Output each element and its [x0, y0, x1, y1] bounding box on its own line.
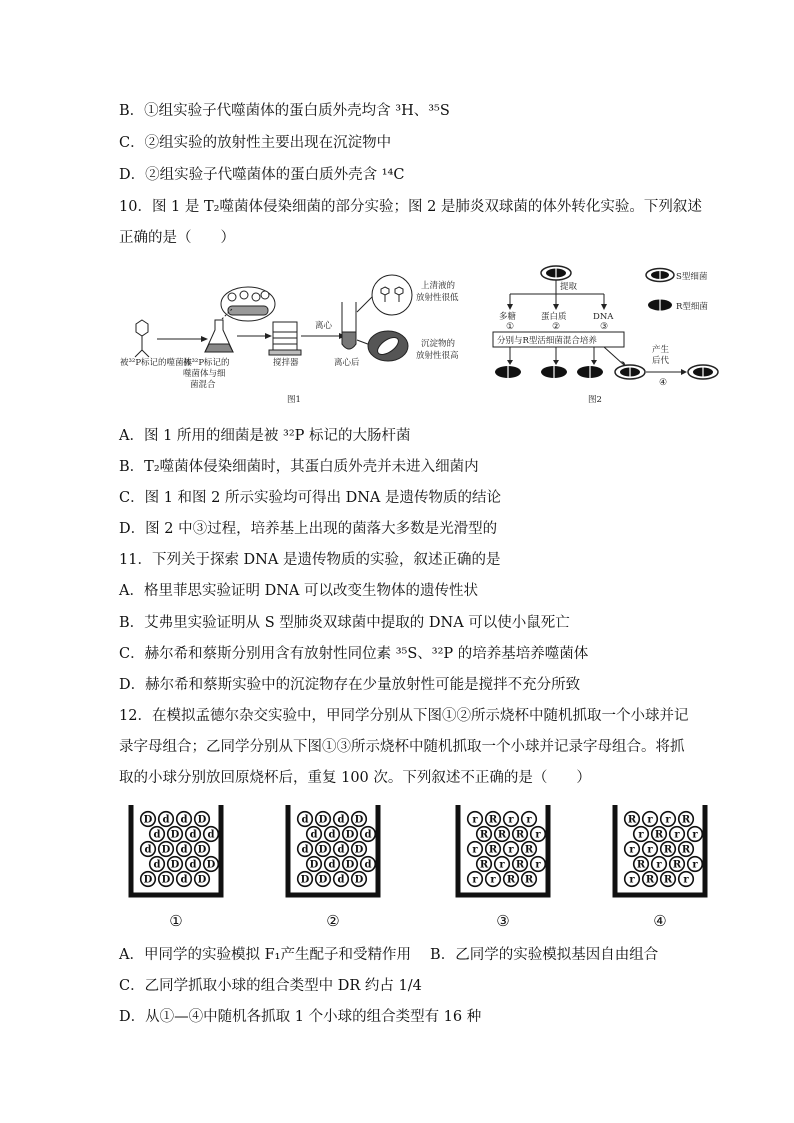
ball	[325, 827, 340, 842]
ball	[652, 857, 667, 872]
ball-letter: R	[497, 829, 507, 841]
r-type-bacterium-result-1	[495, 366, 521, 378]
ball	[168, 857, 183, 872]
ball	[316, 842, 331, 857]
ball-letter: d	[180, 874, 188, 886]
ball-letter: r	[472, 814, 478, 826]
ball-letter: D	[309, 859, 319, 871]
ball	[159, 812, 174, 827]
ball	[670, 827, 685, 842]
branch-polysaccharide: 多糖	[499, 312, 517, 322]
ball	[468, 812, 483, 827]
ball	[204, 857, 219, 872]
q11-option-b: B．艾弗里实验证明从 S 型肺炎双球菌中提取的 DNA 可以使小鼠死亡	[119, 615, 570, 631]
ball	[661, 842, 676, 857]
label-sediment-2: 放射性很高	[416, 351, 459, 361]
ball	[343, 827, 358, 842]
ball-letter: R	[654, 829, 664, 841]
ball	[186, 857, 201, 872]
ball	[468, 842, 483, 857]
ball-letter: R	[515, 829, 525, 841]
ball-letter: R	[681, 814, 691, 826]
q12-options-ab: A．甲同学的实验模拟 F₁产生配子和受精作用 B．乙同学的实验模拟基因自由组合	[119, 947, 659, 963]
ball-letter: r	[535, 829, 541, 841]
ball-letter: R	[645, 874, 655, 886]
ball	[513, 857, 528, 872]
beaker-1	[128, 803, 224, 899]
ball-letter: D	[161, 874, 171, 886]
r-type-bacterium-result-3	[577, 366, 603, 378]
ball	[679, 812, 694, 827]
ball-letter: d	[153, 829, 161, 841]
ball	[352, 872, 367, 887]
ball-letter: R	[488, 844, 498, 856]
ball	[643, 812, 658, 827]
ball	[522, 812, 537, 827]
ball-letter: d	[189, 829, 197, 841]
ball	[495, 827, 510, 842]
ball	[307, 827, 322, 842]
offspring-number: ④	[659, 378, 668, 388]
q11-option-a: A．格里菲思实验证明 DNA 可以改变生物体的遗传性状	[119, 583, 478, 599]
ball	[625, 842, 640, 857]
infection-detail-icon	[221, 287, 275, 321]
ball-letter: r	[472, 874, 478, 886]
r-type-bacterium-result-2	[541, 366, 567, 378]
q12-stem-line1: 12．在模拟孟德尔杂交实验中，甲同学分别从下图①②所示烧杯中随机抓取一个小球并记	[119, 708, 689, 724]
ball-letter: r	[490, 874, 496, 886]
ball	[634, 857, 649, 872]
ball-letter: d	[364, 859, 372, 871]
q10-option-a: A．图 1 所用的细菌是被 ³²P 标记的大肠杆菌	[119, 428, 411, 444]
sediment-detail-icon	[368, 331, 408, 361]
q12-option-d: D．从①—④中随机各抓取 1 个小球的组合类型有 16 种	[119, 1009, 482, 1025]
ball-letter: R	[506, 874, 516, 886]
label-stirrer: 搅拌器	[273, 358, 299, 368]
q11-option-c: C．赫尔希和蔡斯分别用含有放射性同位素 ³⁵S、³²P 的培养基培养噬菌体	[119, 646, 589, 662]
ball-letter: r	[629, 874, 635, 886]
ball-letter: D	[354, 874, 364, 886]
ball	[159, 842, 174, 857]
branch-protein: 蛋白质	[541, 312, 567, 322]
ball-letter: R	[479, 859, 489, 871]
ball	[141, 842, 156, 857]
label-supernatant-2: 放射性很低	[416, 293, 459, 303]
label-mix-2: 噬菌体与细	[183, 369, 226, 379]
ball	[688, 827, 703, 842]
q10-option-d: D．图 2 中③过程，培养基上出现的菌落大多数是光滑型的	[119, 521, 498, 537]
label-mix-3: 菌混合	[190, 380, 216, 390]
beaker-label-4: ④	[653, 912, 667, 930]
s-type-bacterium-icon	[541, 266, 571, 280]
ball-letter: R	[479, 829, 489, 841]
ball-letter: r	[508, 844, 514, 856]
ball-letter: d	[162, 814, 170, 826]
ball-letter: R	[627, 814, 637, 826]
ball-letter: D	[143, 814, 153, 826]
ball	[513, 827, 528, 842]
label-offspring-2: 后代	[652, 356, 670, 366]
ball-letter: D	[354, 844, 364, 856]
ball-letter: r	[526, 814, 532, 826]
ball-letter: r	[508, 814, 514, 826]
ball	[679, 872, 694, 887]
ball	[495, 857, 510, 872]
supernatant-detail-icon	[372, 275, 412, 315]
ball	[661, 812, 676, 827]
ball-letter: D	[300, 874, 310, 886]
q10-option-c: C．图 1 和图 2 所示实验均可得出 DNA 是遗传物质的结论	[119, 490, 501, 506]
ball	[625, 872, 640, 887]
ball	[334, 872, 349, 887]
ball	[159, 872, 174, 887]
ball-letter: r	[499, 859, 505, 871]
ball	[316, 872, 331, 887]
beaker-2	[285, 803, 381, 899]
legend-r-type-icon	[648, 299, 672, 311]
ball	[670, 857, 685, 872]
ball	[634, 827, 649, 842]
label-extract: 提取	[560, 282, 578, 292]
figure2-caption: 图2	[588, 395, 602, 405]
ball-letter: D	[170, 859, 180, 871]
ball	[150, 827, 165, 842]
ball-letter: d	[301, 844, 309, 856]
stirrer-icon	[269, 322, 301, 355]
ball	[298, 842, 313, 857]
q9-option-d: D．②组实验子代噬菌体的蛋白质外壳含 ¹⁴C	[119, 167, 405, 183]
ball-letter: r	[683, 874, 689, 886]
ball-letter: R	[524, 874, 534, 886]
beaker-3	[455, 803, 551, 899]
label-offspring-1: 产生	[652, 345, 670, 355]
ball-letter: R	[663, 874, 673, 886]
q9-option-c: C．②组实验的放射性主要出现在沉淀物中	[119, 135, 392, 151]
figure2-transformation-experiment	[488, 262, 728, 410]
beaker-4	[612, 803, 708, 899]
ball-letter: R	[672, 859, 682, 871]
ball-letter: d	[153, 859, 161, 871]
ball	[361, 827, 376, 842]
ball-letter: D	[318, 814, 328, 826]
ball	[352, 812, 367, 827]
ball	[141, 872, 156, 887]
beaker-label-1: ①	[169, 912, 183, 930]
flask-icon	[205, 320, 233, 352]
ball	[468, 872, 483, 887]
q12-stem-line2: 录字母组合；乙同学分别从下图①③所示烧杯中随机抓取一个小球并记录字母组合。将抓	[119, 739, 685, 755]
ball	[504, 812, 519, 827]
ball-letter: r	[647, 814, 653, 826]
q10-stem-line2: 正确的是（ ）	[119, 230, 235, 246]
centrifuge-tube-icon	[342, 302, 356, 349]
ball-letter: R	[663, 844, 673, 856]
ball	[307, 857, 322, 872]
ball	[531, 827, 546, 842]
ball	[343, 857, 358, 872]
ball	[661, 872, 676, 887]
ball-letter: R	[681, 844, 691, 856]
ball	[486, 872, 501, 887]
ball-letter: d	[364, 829, 372, 841]
ball-letter: r	[692, 829, 698, 841]
ball	[195, 812, 210, 827]
s-type-bacterium-result	[615, 365, 645, 379]
branch-dna: DNA	[593, 312, 614, 322]
q10-stem-line1: 10．图 1 是 T₂噬菌体侵染细菌的部分实验；图 2 是肺炎双球菌的体外转化实验。下列叙述	[119, 199, 702, 215]
ball	[531, 857, 546, 872]
ball-letter: r	[692, 859, 698, 871]
ball-letter: D	[197, 844, 207, 856]
ball	[352, 842, 367, 857]
ball-letter: D	[197, 874, 207, 886]
ball	[334, 842, 349, 857]
ball-letter: d	[301, 814, 309, 826]
q9-option-b: B．①组实验子代噬菌体的蛋白质外壳均含 ³H、³⁵S	[119, 103, 450, 119]
ball-letter: D	[143, 874, 153, 886]
figure1-phage-experiment	[115, 262, 480, 410]
ball-letter: r	[629, 844, 635, 856]
ball	[316, 812, 331, 827]
ball-letter: d	[337, 814, 345, 826]
ball-letter: R	[515, 859, 525, 871]
legend-s-type-icon	[646, 269, 674, 282]
ball-letter: D	[345, 859, 355, 871]
branch-3-number: ③	[600, 322, 609, 332]
ball	[643, 842, 658, 857]
label-labelled-phage: 被³²P标记的噬菌体	[120, 358, 193, 368]
figure1-caption: 图1	[287, 395, 301, 405]
label-centrifuge: 离心	[315, 321, 333, 331]
mix-culture-box-text: 分别与R型活细菌混合培养	[497, 336, 597, 346]
branch-1-number: ①	[506, 322, 515, 332]
ball-letter: R	[524, 844, 534, 856]
ball-letter: D	[354, 814, 364, 826]
ball	[325, 857, 340, 872]
ball-letter: d	[328, 859, 336, 871]
ball-letter: d	[310, 829, 318, 841]
beaker-label-3: ③	[496, 912, 510, 930]
ball-letter: r	[638, 829, 644, 841]
ball-letter: d	[328, 829, 336, 841]
ball	[204, 827, 219, 842]
ball	[504, 842, 519, 857]
ball	[334, 812, 349, 827]
legend-r-type-label: R型细菌	[676, 302, 708, 312]
label-after-centrifuge: 离心后	[334, 358, 360, 368]
q12-option-c: C．乙同学抓取小球的组合类型中 DR 约占 1/4	[119, 978, 422, 994]
ball-letter: D	[318, 844, 328, 856]
q12-stem-line3: 取的小球分别放回原烧杯后，重复 100 次。下列叙述不正确的是（ ）	[119, 770, 591, 786]
ball	[522, 842, 537, 857]
ball-letter: D	[318, 874, 328, 886]
ball	[141, 812, 156, 827]
ball-letter: r	[656, 859, 662, 871]
ball	[150, 857, 165, 872]
ball	[298, 872, 313, 887]
ball-letter: r	[535, 859, 541, 871]
q10-option-b: B．T₂噬菌体侵染细菌时，其蛋白质外壳并未进入细菌内	[119, 459, 479, 475]
ball-letter: r	[472, 844, 478, 856]
ball	[477, 827, 492, 842]
ball	[195, 842, 210, 857]
ball-letter: d	[180, 814, 188, 826]
ball	[625, 812, 640, 827]
ball	[652, 827, 667, 842]
ball	[186, 827, 201, 842]
ball-letter: D	[206, 859, 216, 871]
ball-letter: d	[337, 874, 345, 886]
ball	[486, 812, 501, 827]
beaker-label-2: ②	[326, 912, 340, 930]
ball-letter: r	[665, 814, 671, 826]
ball	[679, 842, 694, 857]
ball-letter: D	[161, 844, 171, 856]
ball-letter: d	[144, 844, 152, 856]
ball-letter: r	[674, 829, 680, 841]
ball-letter: d	[337, 844, 345, 856]
label-sediment-1: 沉淀物的	[421, 339, 456, 349]
ball-letter: R	[636, 859, 646, 871]
ball	[643, 872, 658, 887]
branch-2-number: ②	[552, 322, 561, 332]
ball	[298, 812, 313, 827]
ball-letter: D	[170, 829, 180, 841]
ball	[486, 842, 501, 857]
ball-letter: D	[345, 829, 355, 841]
labelled-phage-icon	[135, 320, 149, 357]
ball-letter: d	[180, 844, 188, 856]
q11-stem: 11．下列关于探索 DNA 是遗传物质的实验，叙述正确的是	[119, 552, 501, 568]
ball	[195, 872, 210, 887]
ball	[177, 842, 192, 857]
ball	[361, 857, 376, 872]
ball-letter: r	[647, 844, 653, 856]
ball	[168, 827, 183, 842]
ball	[522, 872, 537, 887]
ball	[477, 857, 492, 872]
ball	[177, 812, 192, 827]
label-mix-1: 被³²P标记的	[183, 358, 230, 368]
label-supernatant-1: 上清液的	[421, 281, 456, 291]
ball	[177, 872, 192, 887]
legend-s-type-label: S型细菌	[676, 272, 708, 282]
s-type-bacterium-offspring	[688, 365, 718, 379]
q11-option-d: D．赫尔希和蔡斯实验中的沉淀物存在少量放射性可能是搅拌不充分所致	[119, 677, 581, 693]
ball-letter: R	[488, 814, 498, 826]
ball-letter: d	[189, 859, 197, 871]
ball-letter: d	[207, 829, 215, 841]
ball	[688, 857, 703, 872]
ball	[504, 872, 519, 887]
ball-letter: D	[197, 814, 207, 826]
